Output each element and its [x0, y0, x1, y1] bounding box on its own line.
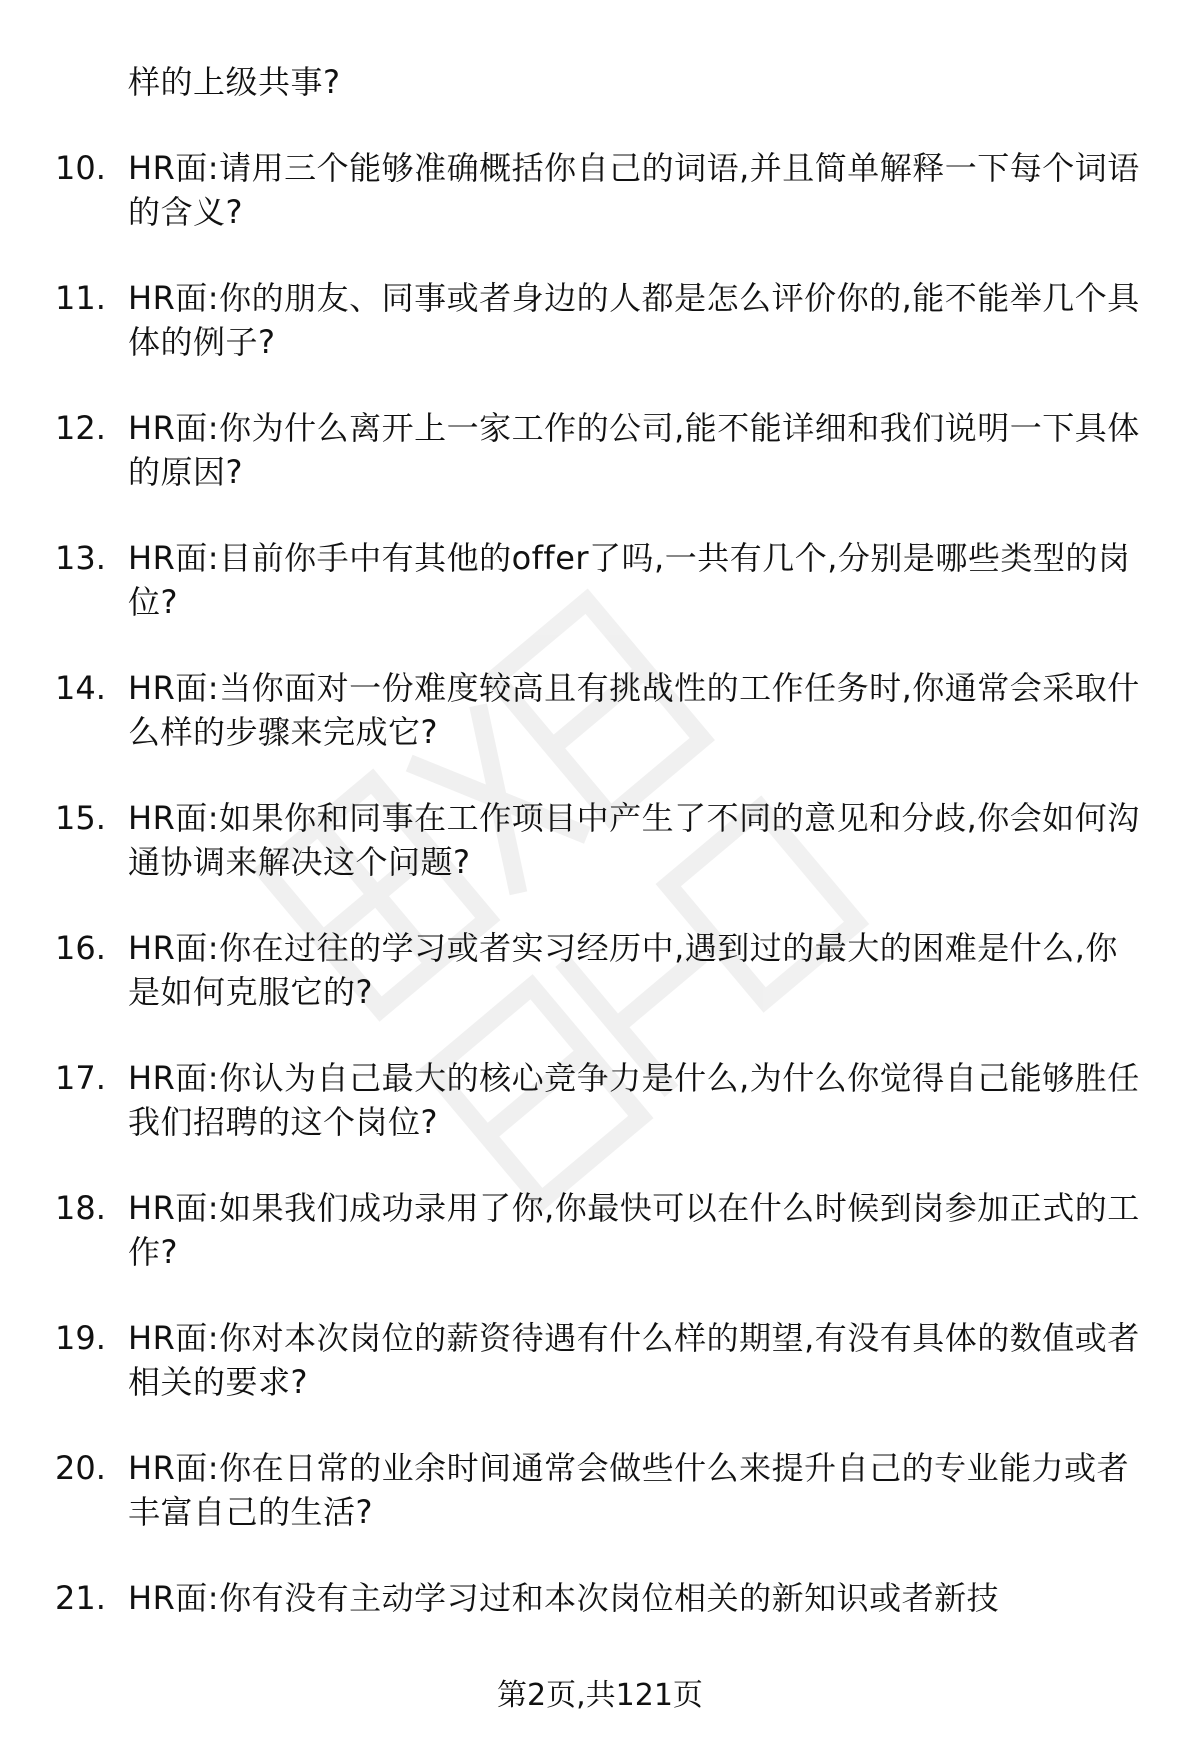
list-item-text: HR面:请用三个能够准确概括你自己的词语,并且简单解释一下每个词语的含义? [128, 149, 1140, 231]
list-item [0, 666, 1200, 754]
list-item-text: HR面:你在日常的业余时间通常会做些什么来提升自己的专业能力或者丰富自己的生活? [128, 1449, 1130, 1531]
list-item-text: HR面:如果你和同事在工作项目中产生了不同的意见和分歧,你会如何沟通协调来解决这个问题? [128, 799, 1140, 881]
list-item [0, 1056, 1200, 1144]
list-item-text: HR面:当你面对一份难度较高且有挑战性的工作任务时,你通常会采取什么样的步骤来完成它? [128, 669, 1140, 751]
list-item-number: 10. [55, 149, 106, 187]
list-item [0, 1576, 1200, 1620]
list-item [0, 536, 1200, 624]
list-item-text: HR面:你对本次岗位的薪资待遇有什么样的期望,有没有具体的数值或者相关的要求? [128, 1319, 1140, 1401]
list-item-text: HR面:目前你手中有其他的offer了吗,一共有几个,分别是哪些类型的岗位? [128, 539, 1131, 621]
list-item-text: HR面:你认为自己最大的核心竞争力是什么,为什么你觉得自己能够胜任我们招聘的这个岗位? [128, 1059, 1140, 1141]
list-item-number: 17. [55, 1059, 106, 1097]
list-item-number: 12. [55, 409, 106, 447]
list-item [0, 796, 1200, 884]
list-item [0, 146, 1200, 234]
list-item-number: 16. [55, 929, 106, 967]
list-item-number: 11. [55, 279, 106, 317]
list-item-text: HR面:你为什么离开上一家工作的公司,能不能详细和我们说明一下具体的原因? [128, 409, 1140, 491]
list-item-number: 14. [55, 669, 106, 707]
list-item [0, 276, 1200, 364]
list-item-text: HR面:你有没有主动学习过和本次岗位相关的新知识或者新技 [128, 1579, 1000, 1617]
question-list [0, 60, 1200, 1620]
list-item-text: HR面:你的朋友、同事或者身边的人都是怎么评价你的,能不能举几个具体的例子? [128, 279, 1140, 361]
list-item [0, 926, 1200, 1014]
list-item [0, 406, 1200, 494]
list-item-text: HR面:你在过往的学习或者实习经历中,遇到过的最大的困难是什么,你是如何克服它的? [128, 929, 1118, 1011]
list-item-number: 15. [55, 799, 106, 837]
list-item-number: 21. [55, 1579, 106, 1617]
list-item-text: 样的上级共事? [128, 63, 341, 101]
list-item-text: HR面:如果我们成功录用了你,你最快可以在什么时候到岗参加正式的工作? [128, 1189, 1140, 1271]
list-item [0, 1446, 1200, 1534]
list-item-number: 13. [55, 539, 106, 577]
list-item-number: 18. [55, 1189, 106, 1227]
list-item [0, 1316, 1200, 1404]
list-item-number: 19. [55, 1319, 106, 1357]
list-item [0, 1186, 1200, 1274]
list-item-continuation [0, 60, 1200, 104]
list-item-number: 20. [55, 1449, 106, 1487]
page-footer: 第2页,共121页 [497, 1678, 703, 1713]
